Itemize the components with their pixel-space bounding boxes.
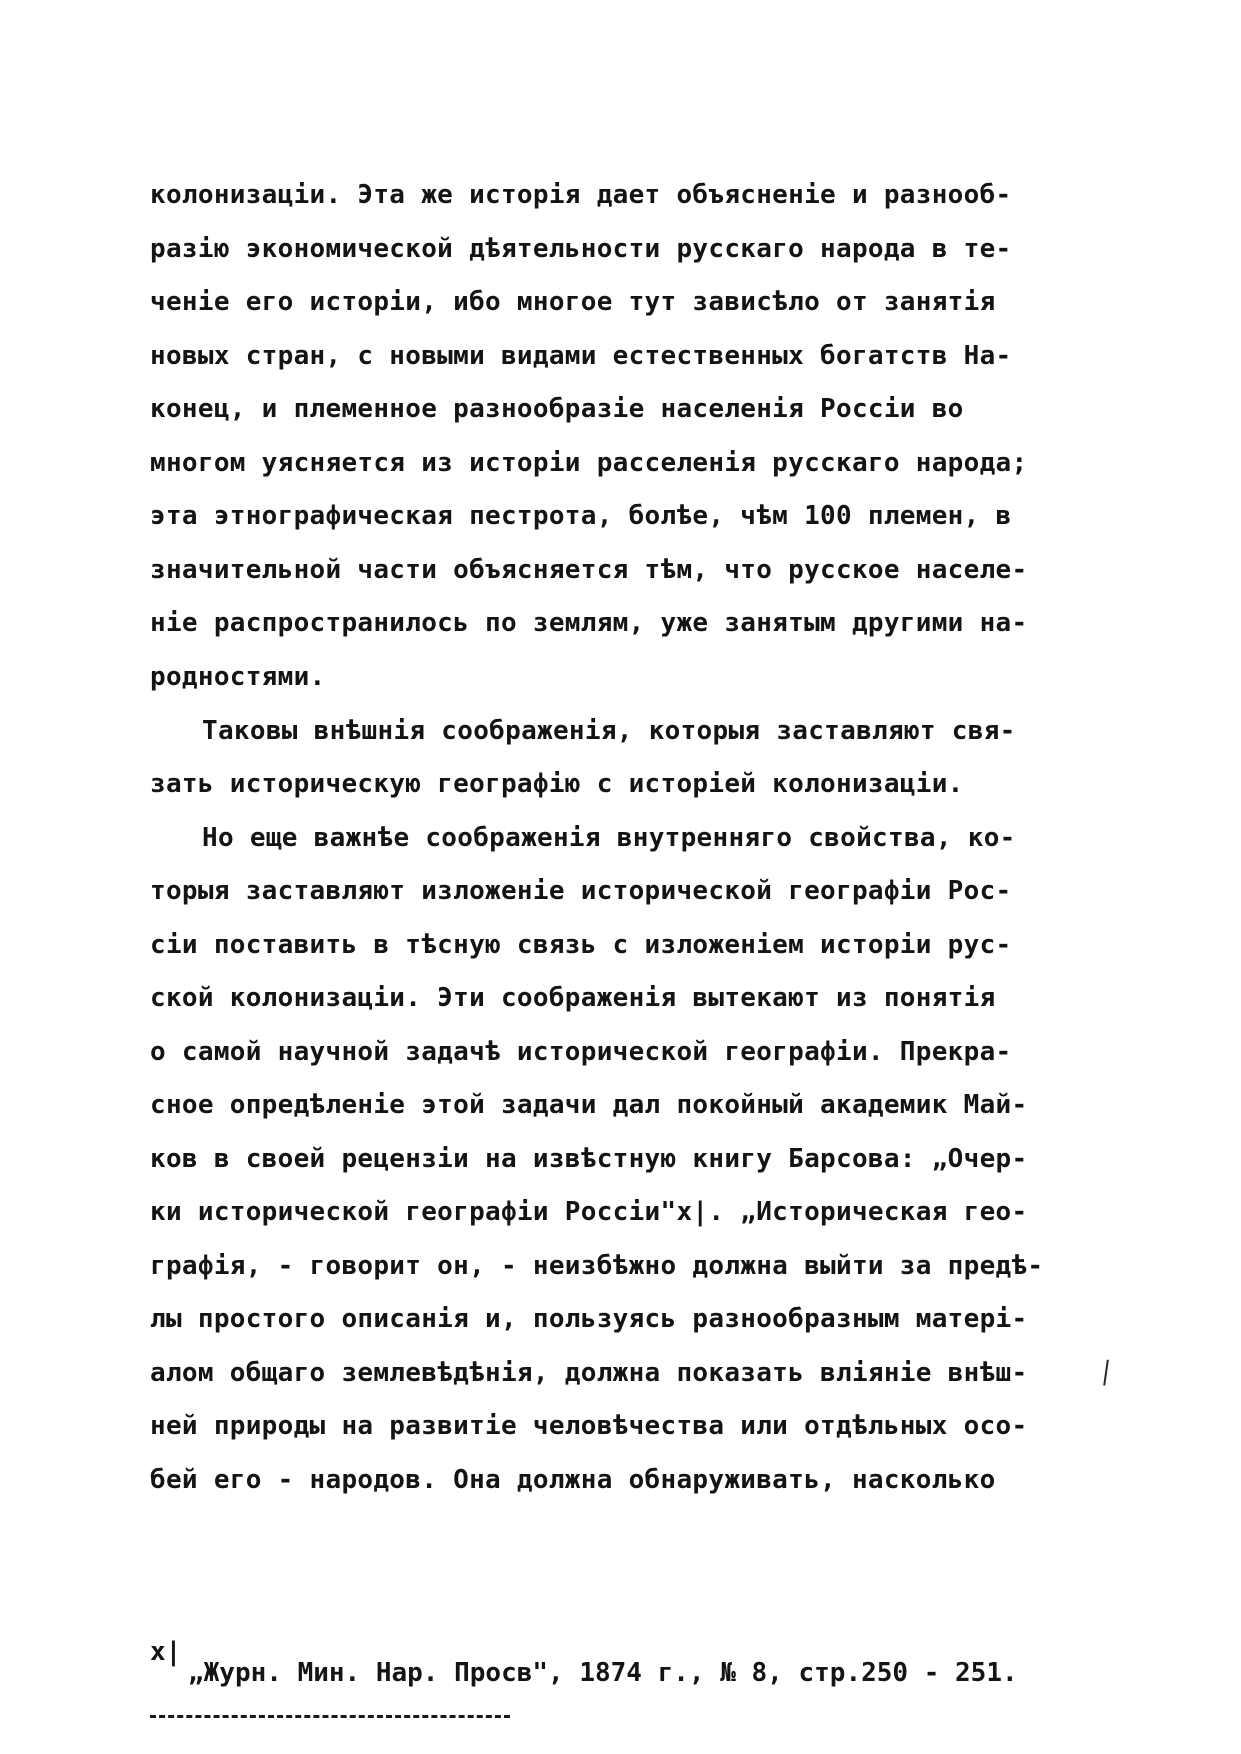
text-line: нiе распространилось по землям, уже занятым другими на- [150,608,1028,638]
text-line: ки исторической географiи Россiи"x|. „Историческая гео- [150,1197,1028,1227]
text-line: ней природы на развитiе человѣчества или отдѣльных осо- [150,1411,1028,1441]
text-line: сiи поставить в тѣсную связь с изложенiем исторiи рус- [150,930,1012,960]
text-line: ков в своей рецензiи на извѣстную книгу Барсова: „Очер- [150,1144,1028,1174]
text-line: сное опредѣленiе этой задачи дал покойный академик Май- [150,1090,1028,1120]
text-line: ской колонизацiи. Эти соображенiя вытекают из понятiя [150,983,996,1013]
text-line: зать историческую географiю с исторiей колонизацiи. [150,769,964,799]
footnote-marker: x| [150,1637,182,1667]
text-line: лы простого описанiя и, пользуясь разнообразным матерi- [150,1304,1028,1334]
text-line: бей его - народов. Она должна обнаруживать, насколько [150,1465,996,1495]
footnote-text: „Журн. Мин. Нар. Просв", 1874 г., № 8, стр.250 - 251. [188,1658,1018,1688]
text-line: о самой научной задачѣ исторической географiи. Прекра- [150,1037,1012,1067]
text-line: родностями. [150,662,326,692]
text-line: ченiе его исторiи, ибо многое тут зависѣло от занятiя [150,287,996,317]
text-line: значительной части объясняется тѣм, что русское населе- [150,555,1028,585]
text-line: эта этнографическая пестрота, болѣе, чѣм 100 племен, в [150,501,1012,531]
footnote-separator [150,1715,510,1718]
paragraph-first-line: Но еще важнѣе соображенiя внутренняго свойства, ко- [202,823,1016,853]
margin-pencil-mark [1103,1360,1115,1387]
text-line: графiя, - говорит он, - неизбѣжно должна выйти за предѣ- [150,1251,1044,1281]
text-line: торыя заставляют изложенiе исторической географiи Рос- [150,876,1012,906]
text-line: многом уясняется из исторiи расселенiя русскаго народа; [150,448,1028,478]
text-line: разiю экономической дѣятельности русскаго народа в те- [150,234,1012,264]
text-line: колонизацiи. Эта же исторiя дает объясненiе и разнооб- [150,180,1012,210]
text-line: новых стран, с новыми видами естественных богатств На- [150,341,1012,371]
paragraph-first-line: Таковы внѣшнiя соображенiя, которыя заставляют свя- [202,716,1016,746]
text-line: конец, и племенное разнообразiе населенiя Россiи во [150,394,964,424]
text-line: алом общаго землевѣдѣнiя, должна показать влiянiе внѣш- [150,1358,1028,1388]
